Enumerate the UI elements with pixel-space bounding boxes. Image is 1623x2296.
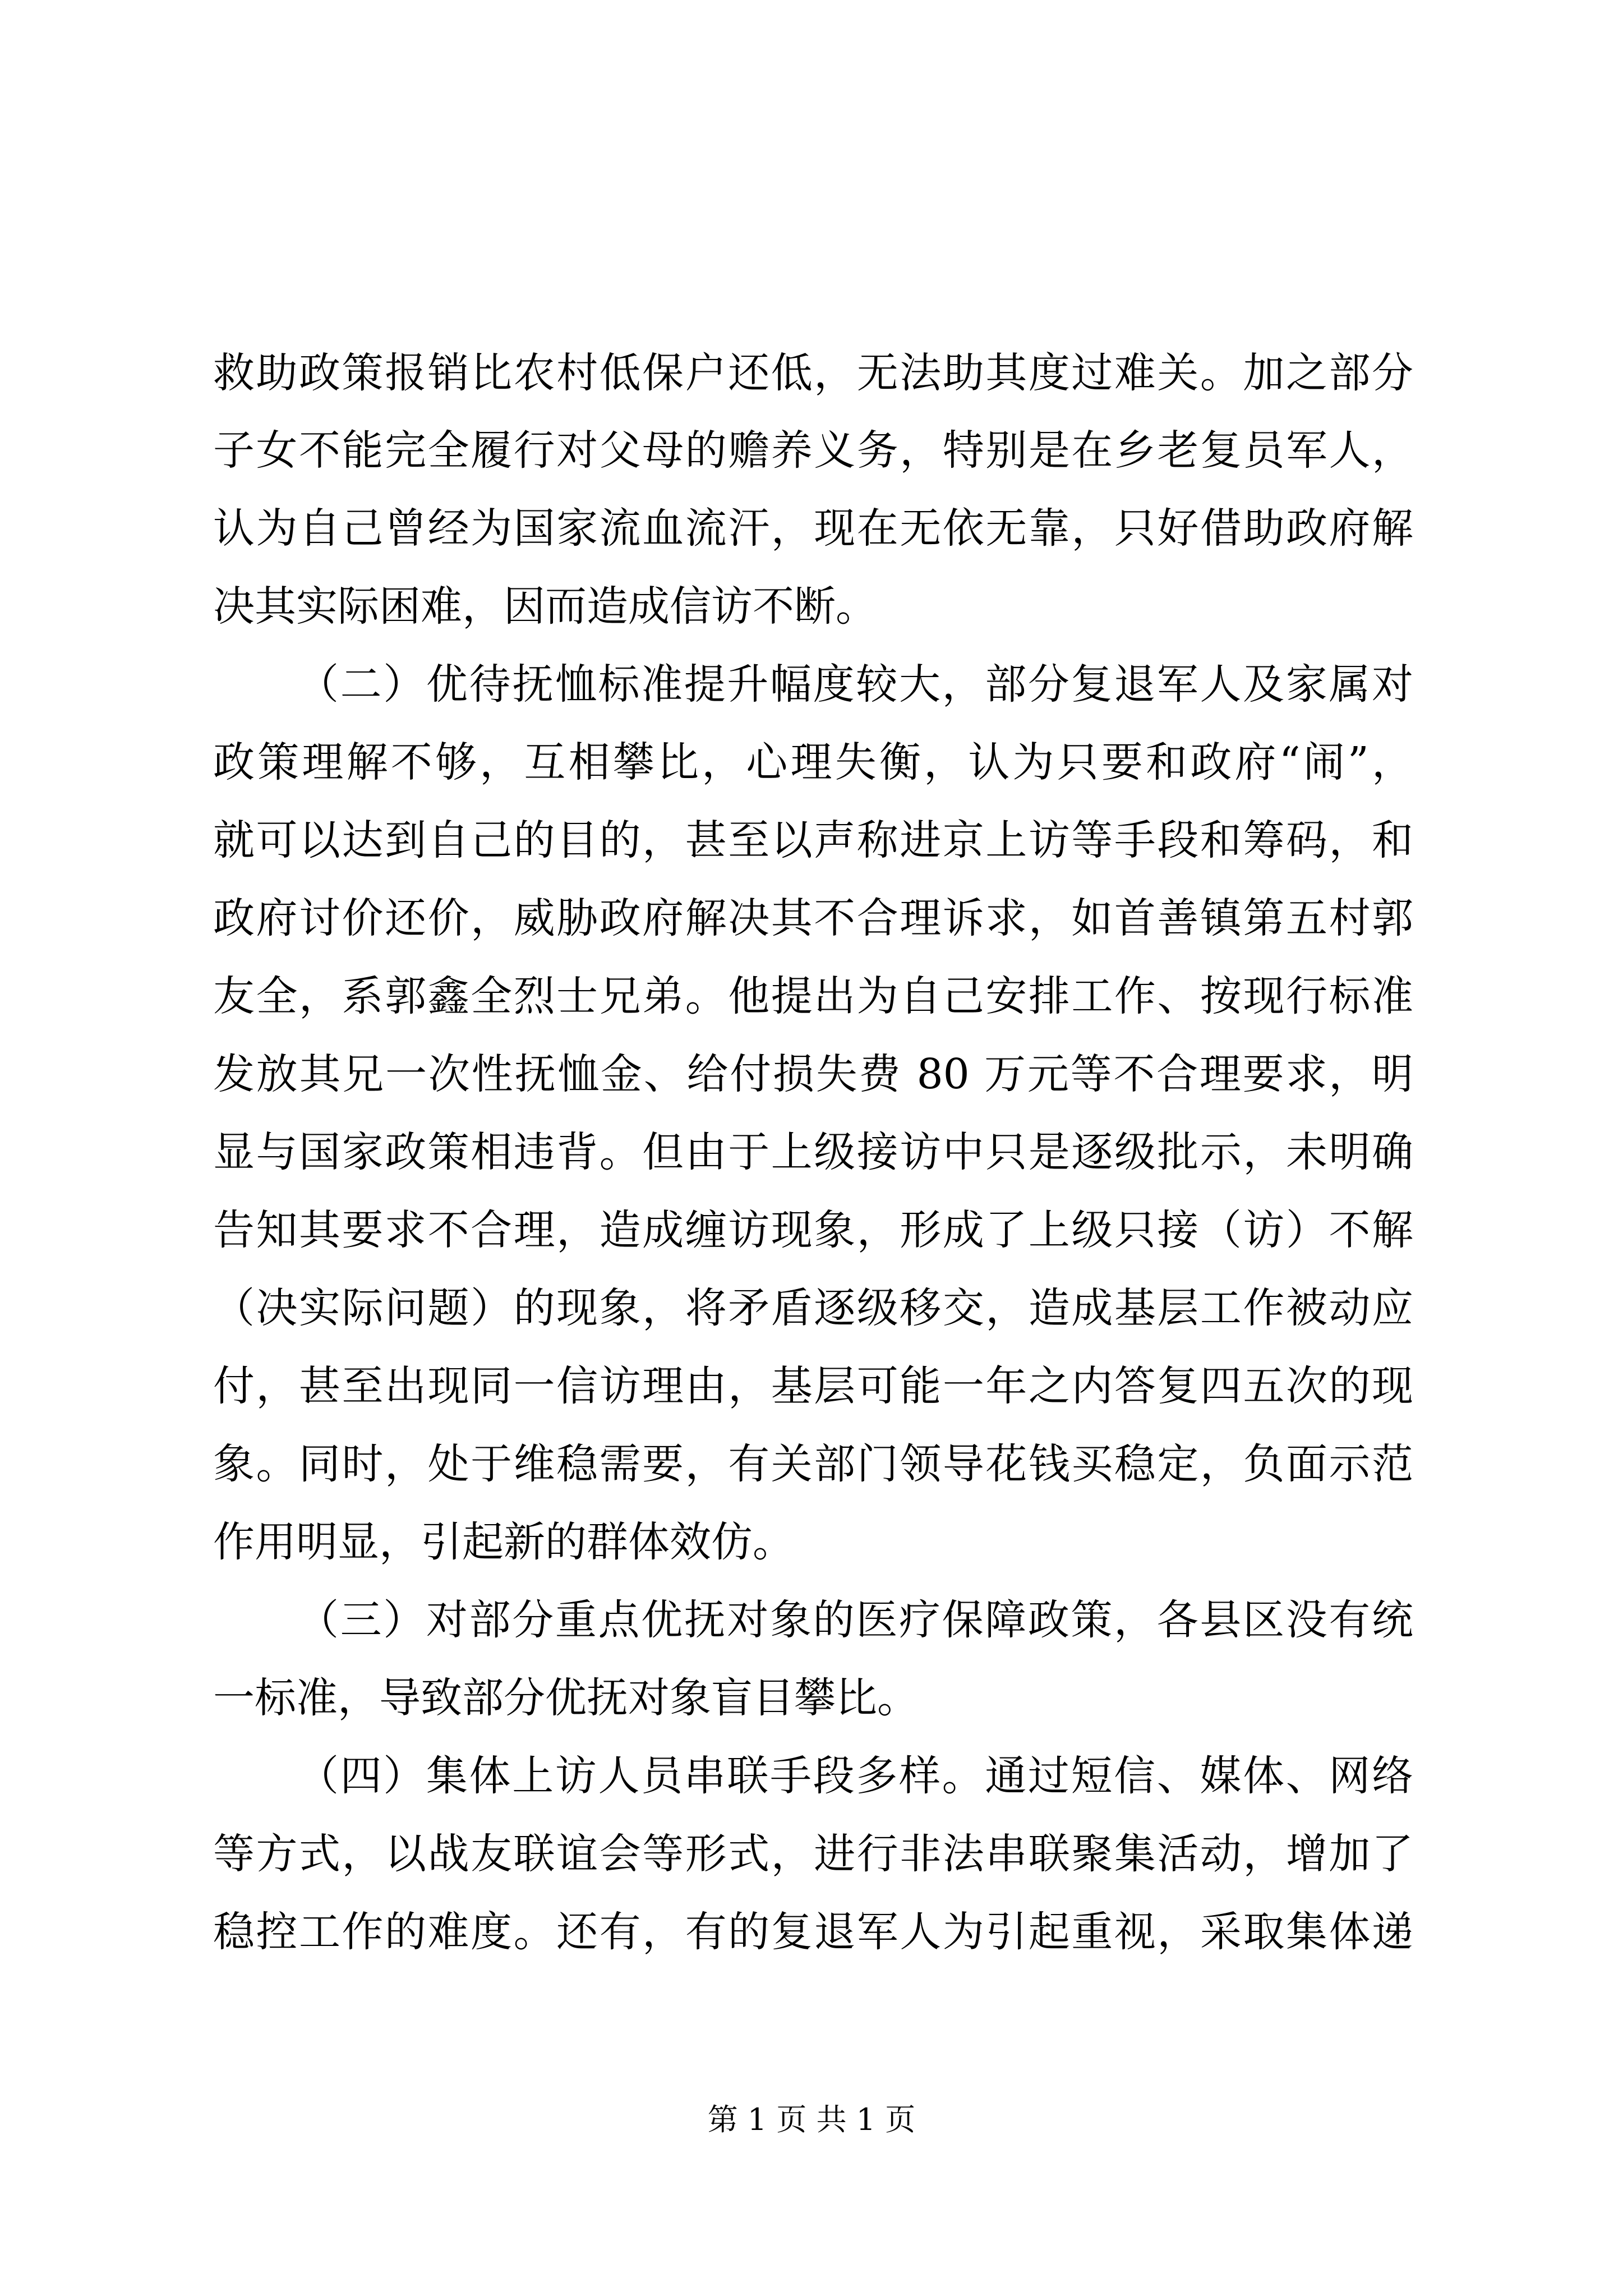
text-line: 政府讨价还价，威胁政府解决其不合理诉求，如首善镇第五村郭 <box>213 894 1413 942</box>
text-line: 就可以达到自己的目的，甚至以声称进京上访等手段和筹码，和 <box>213 816 1413 864</box>
text-line: 一标准，导致部分优抚对象盲目攀比。 <box>213 1674 919 1722</box>
text-line: 告知其要求不合理，造成缠访现象，形成了上级只接（访）不解 <box>213 1206 1413 1254</box>
text-line: 付，甚至出现同一信访理由，基层可能一年之内答复四五次的现 <box>213 1362 1413 1410</box>
text-line: （四）集体上访人员串联手段多样。通过短信、媒体、网络 <box>297 1752 1413 1800</box>
text-line: 象。同时，处于维稳需要，有关部门领导花钱买稳定，负面示范 <box>213 1440 1413 1488</box>
text-line: （二）优待抚恤标准提升幅度较大，部分复退军人及家属对 <box>297 660 1413 708</box>
text-line: 稳控工作的难度。还有，有的复退军人为引起重视，采取集体递 <box>213 1908 1413 1956</box>
text-line: 作用明显，引起新的群体效仿。 <box>213 1518 794 1566</box>
text-line: 显与国家政策相违背。但由于上级接访中只是逐级批示，未明确 <box>213 1128 1413 1176</box>
text-line: 子女不能完全履行对父母的赡养义务，特别是在乡老复员军人， <box>213 426 1413 475</box>
text-line: 政策理解不够，互相攀比，心理失衡，认为只要和政府“闹”， <box>213 738 1413 786</box>
text-line: 友全，系郭鑫全烈士兄弟。他提出为自己安排工作、按现行标准 <box>213 972 1413 1020</box>
text-line: （决实际问题）的现象，将矛盾逐级移交，造成基层工作被动应 <box>213 1284 1413 1332</box>
text-line: 救助政策报销比农村低保户还低，无法助其度过难关。加之部分 <box>213 349 1413 397</box>
page-number-footer: 第 1 页 共 1 页 <box>707 2102 916 2137</box>
text-line: 发放其兄一次性抚恤金、给付损失费 80 万元等不合理要求，明 <box>213 1050 1413 1098</box>
text-line: 认为自己曾经为国家流血流汗，现在无依无靠，只好借助政府解 <box>213 504 1413 553</box>
text-line: 等方式，以战友联谊会等形式，进行非法串联聚集活动，增加了 <box>213 1830 1413 1878</box>
text-line: （三）对部分重点优抚对象的医疗保障政策，各县区没有统 <box>297 1596 1413 1644</box>
text-line: 决其实际困难，因而造成信访不断。 <box>213 582 877 631</box>
